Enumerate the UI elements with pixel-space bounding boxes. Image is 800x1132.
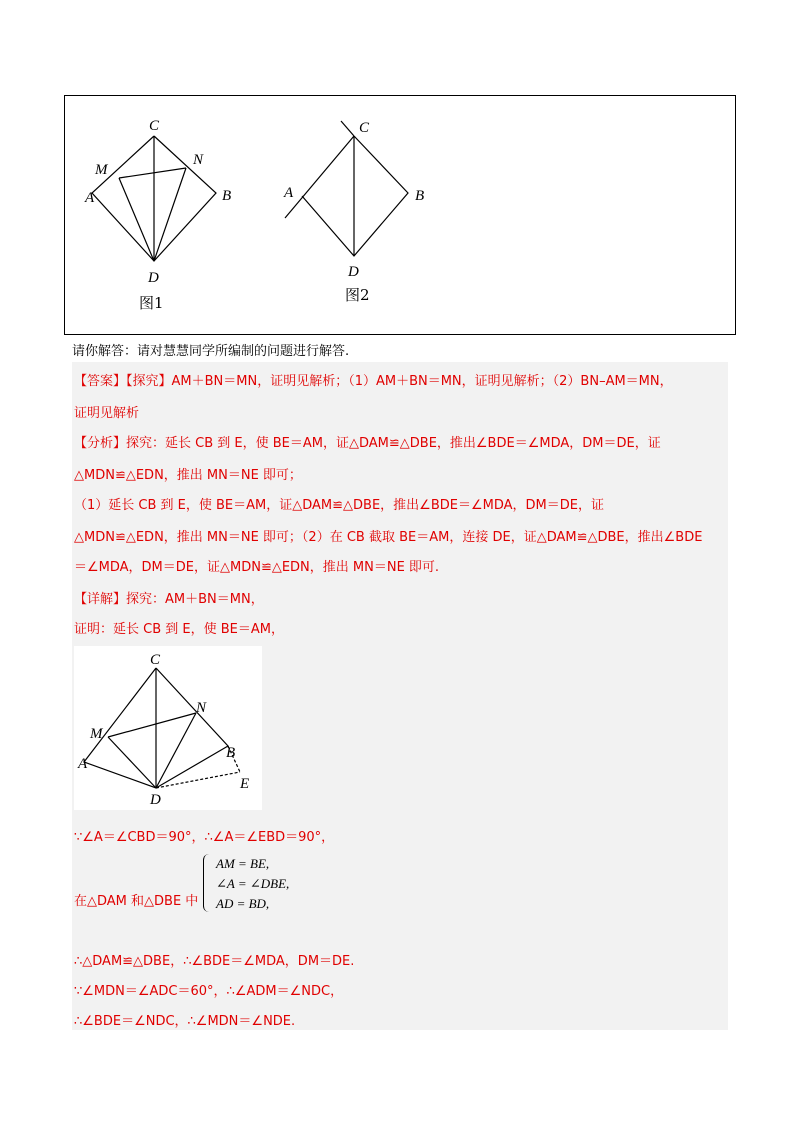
- system-brace: [203, 854, 212, 912]
- fig3-label-b: B: [226, 745, 236, 761]
- proof-line-4: ∵∠MDN＝∠ADC＝60°，∴∠ADM＝∠NDC，: [74, 984, 344, 999]
- fig1-label-m: M: [95, 162, 108, 178]
- detail-line-1: 【详解】探究：AM＋BN＝MN，: [74, 592, 264, 607]
- fig2-ac-ray: [285, 136, 354, 218]
- fig2-label-c: C: [359, 120, 370, 136]
- fig1-label-b: B: [222, 188, 232, 204]
- figure-box: [64, 95, 736, 335]
- fig2-label-a: A: [284, 185, 294, 201]
- proof-line-3: ∴△DAM≌△DBE，∴∠BDE＝∠MDA，DM＝DE.: [74, 954, 355, 969]
- fig2-label-d: D: [348, 264, 359, 280]
- fig3-label-c: C: [150, 652, 161, 668]
- answer-line-2: 证明见解析: [74, 406, 140, 421]
- fig1-label-n: N: [193, 152, 204, 168]
- system-eq-1: AM = BE,: [216, 856, 270, 871]
- figures-svg: [65, 96, 737, 336]
- fig3-label-d: D: [150, 792, 161, 808]
- figure-3: [74, 646, 262, 810]
- answer-line-1: 【答案】【探究】AM＋BN＝MN，证明见解析；（1）AM＋BN＝MN，证明见解析；（2）BN–AM＝MN，: [74, 374, 673, 389]
- fig2-caption: 图2: [345, 286, 370, 304]
- fig2-label-b: B: [415, 188, 425, 204]
- fig1-mn-line: [119, 168, 186, 178]
- fig2-path: [302, 136, 408, 256]
- fig3-lines: [84, 668, 240, 788]
- analysis-line-4: △MDN≌△EDN，推出 MN＝NE 即可；（2）在 CB 截取 BE＝AM，连接 DE，证△DAM≌△DBE，推出∠BDE: [74, 530, 703, 545]
- fig3-md-line: [108, 737, 156, 788]
- fig1-nd-line: [154, 168, 186, 261]
- analysis-line-1: 【分析】探究：延长 CB 到 E，使 BE＝AM，证△DAM≌△DBE，推出∠BDE＝∠MDA，DM＝DE，证: [74, 436, 661, 451]
- fig1-label-c: C: [149, 118, 160, 134]
- proof-line-2: 在△DAM 和△DBE 中: [74, 894, 199, 909]
- proof-line-1: ∵∠A＝∠CBD＝90°，∴∠A＝∠EBD＝90°，: [74, 830, 335, 845]
- fig3-mn-line: [108, 713, 196, 737]
- fig3-label-n: N: [196, 700, 207, 716]
- proof-line-5: ∴∠BDE＝∠NDC，∴∠MDN＝∠NDE.: [74, 1014, 296, 1029]
- analysis-line-2: △MDN≌△EDN，推出 MN＝NE 即可；: [74, 468, 302, 483]
- system-eq-2: ∠A = ∠DBE,: [216, 876, 290, 891]
- figure-2: [285, 121, 408, 256]
- fig1-label-d: D: [148, 270, 159, 286]
- fig3-label-e: E: [240, 776, 250, 792]
- figure-3-svg: [74, 646, 262, 810]
- question-prompt: 请你解答：请对慧慧同学所编制的问题进行解答.: [72, 344, 350, 359]
- analysis-line-5: ＝∠MDA，DM＝DE，证△MDN≌△EDN，推出 MN＝NE 即可.: [74, 560, 440, 575]
- fig2-c-extension: [341, 121, 354, 136]
- fig3-label-a: A: [78, 756, 88, 772]
- fig3-label-m: M: [90, 726, 103, 742]
- detail-line-2: 证明：延长 CB 到 E，使 BE＝AM，: [74, 622, 284, 637]
- analysis-line-3: （1）延长 CB 到 E，使 BE＝AM，证△DAM≌△DBE，推出∠BDE＝∠MDA，DM＝DE，证: [74, 498, 604, 513]
- fig1-md-line: [119, 178, 154, 261]
- system-eq-3: AD = BD,: [216, 896, 270, 911]
- fig1-caption: 图1: [139, 294, 164, 312]
- fig1-label-a: A: [85, 190, 95, 206]
